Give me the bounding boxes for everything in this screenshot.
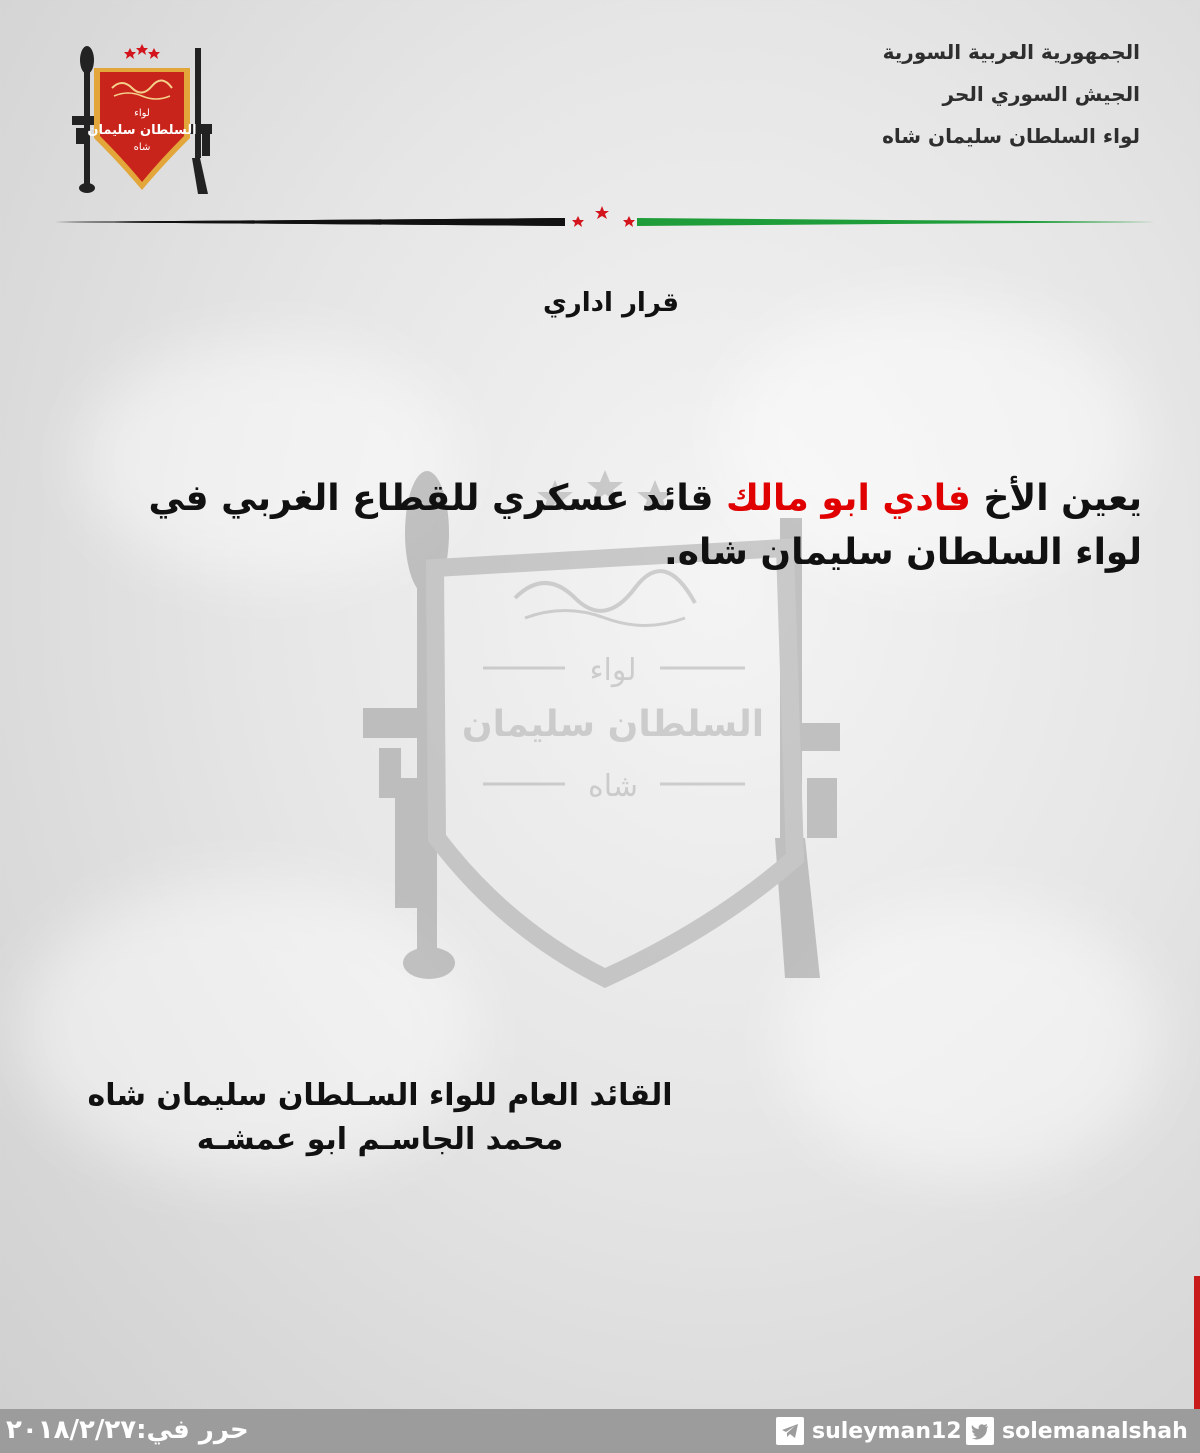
watermark-text-line2: السلطان سليمان (461, 704, 765, 745)
watermark-text-line1: لواء (589, 653, 637, 688)
twitter-handle: solemanalshah (1002, 1418, 1188, 1444)
signature-title: القائد العام للواء السـلطان سليمان شاه (87, 1078, 673, 1113)
body-text-part1: يعين الأخ (983, 478, 1142, 519)
telegram-link[interactable] (776, 1416, 962, 1446)
signature-name: محمد الجاسـم ابو عمشـه (196, 1122, 564, 1157)
watermark-text-line3: شاه (588, 769, 638, 804)
red-edge-bar (1194, 1276, 1200, 1416)
logo-text-line3: شاه (133, 142, 151, 153)
header-line-country: الجمهورية العربية السورية (882, 40, 1140, 64)
document-title: قرار اداري (542, 288, 680, 318)
header-text-block (882, 42, 1140, 168)
footer-date: حرر في:٢٠١٨/٢/٢٧ (6, 1415, 249, 1445)
footer-bar (0, 1409, 1200, 1453)
header-line-brigade: لواء السلطان سليمان شاه (882, 124, 1140, 148)
appointee-name: فادي ابو مالك (725, 478, 971, 519)
telegram-handle: suleyman12 (812, 1418, 962, 1444)
brigade-logo (62, 38, 222, 198)
logo-text-line1: لواء (134, 108, 150, 119)
flag-star-icon (623, 216, 635, 227)
decision-body (92, 472, 1142, 580)
flag-divider (55, 204, 1155, 234)
flag-star-icon (572, 216, 584, 227)
signature-block (60, 1074, 700, 1162)
logo-text-line2: السلطان سليمان (87, 123, 197, 138)
twitter-link[interactable] (966, 1416, 1188, 1446)
flag-star-icon (595, 206, 609, 219)
header-line-army: الجيش السوري الحر (942, 82, 1140, 106)
twitter-icon (966, 1417, 994, 1445)
telegram-icon (776, 1417, 804, 1445)
body-text-part2: قائد عسكري للقطاع الغربي في لواء السلطان سليمان شاه. (148, 478, 1142, 573)
